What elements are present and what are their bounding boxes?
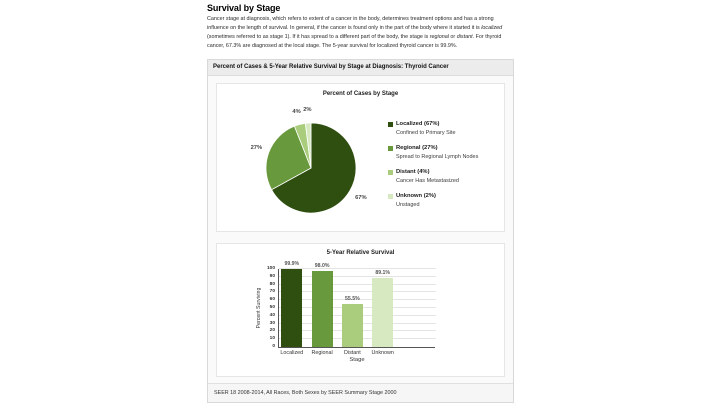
x-category-label: Regional bbox=[311, 350, 333, 356]
legend-label: Regional (27%) bbox=[396, 145, 438, 151]
intro-paragraph bbox=[207, 15, 514, 51]
legend-label: Localized (67%) bbox=[396, 121, 440, 127]
intro-text: . For thyroid cancer, 67.3% are diagnosed at the local stage. The 5-year survival for localized thyroid cancer is 99.9%. bbox=[207, 34, 502, 49]
legend-description: Spread to Regional Lymph Nodes bbox=[396, 154, 479, 160]
y-tick-label: 50 bbox=[269, 305, 275, 310]
y-tick-label: 20 bbox=[269, 328, 275, 334]
legend-label: Unknown (2%) bbox=[396, 193, 436, 199]
intro-text: Cancer stage at diagnosis, which refers to extent of a cancer in the body, determines treatment options and has a strong influence on the length of survival. In general, if the cancer is found only in the part of the body where it started it is bbox=[207, 16, 494, 31]
y-tick-label: 10 bbox=[269, 336, 275, 342]
gridline bbox=[279, 268, 436, 269]
page-title: Survival by Stage bbox=[207, 3, 281, 13]
bar-chart-card bbox=[216, 243, 505, 377]
intro-italic-term: localized bbox=[481, 25, 503, 31]
y-axis-title: Percent Surviving bbox=[256, 287, 262, 329]
bar-unknown bbox=[372, 278, 393, 348]
bar-distant bbox=[342, 304, 363, 347]
pie-chart-card bbox=[216, 83, 505, 232]
y-axis-line bbox=[278, 269, 279, 348]
pie-chart-title: Percent of Cases by Stage bbox=[322, 91, 399, 97]
pie-value-label-localized: 67% bbox=[355, 194, 367, 201]
intro-text: (sometimes referred to as stage 1). If it has spread to a different part of the body, the stage is bbox=[207, 34, 430, 40]
bar-value-label: 55.5% bbox=[345, 295, 360, 302]
bar-chart-title: 5-Year Relative Survival bbox=[326, 250, 395, 256]
panel-header: Percent of Cases & 5-Year Relative Survival by Stage at Diagnosis: Thyroid Cancer bbox=[208, 60, 513, 76]
y-tick-label: 90 bbox=[269, 273, 275, 279]
legend-swatch-icon bbox=[388, 194, 393, 199]
legend-swatch-icon bbox=[388, 170, 393, 175]
x-category-label: Distant bbox=[344, 350, 361, 356]
legend-swatch-icon bbox=[388, 146, 393, 151]
bar-value-label: 98.0% bbox=[314, 262, 330, 269]
pie-value-label-regional: 27% bbox=[250, 145, 263, 152]
x-category-label: Unknown bbox=[371, 350, 394, 356]
y-tick-label: 70 bbox=[269, 289, 275, 295]
legend-item bbox=[388, 120, 500, 137]
y-tick-label: 100 bbox=[266, 266, 275, 271]
bar-value-label: 89.1% bbox=[375, 269, 391, 276]
y-tick-label: 60 bbox=[269, 297, 275, 303]
legend-description: Cancer Has Metastasized bbox=[396, 178, 459, 184]
gridline bbox=[279, 284, 436, 285]
legend-description: Unstaged bbox=[396, 202, 420, 208]
gridline bbox=[279, 291, 436, 292]
intro-italic-term: distant bbox=[456, 34, 473, 40]
legend-item bbox=[388, 168, 500, 185]
bar-value-label: 99.9% bbox=[284, 261, 300, 268]
pie-value-label-unknown: 2% bbox=[303, 107, 312, 114]
intro-text: or bbox=[448, 34, 457, 40]
bar-localized bbox=[281, 269, 302, 347]
pie-legend bbox=[388, 120, 500, 216]
pie-value-label-distant: 4% bbox=[292, 108, 301, 115]
bar-plot-area bbox=[279, 261, 435, 347]
x-axis-title: Stage bbox=[349, 357, 365, 363]
pie-chart bbox=[265, 122, 357, 214]
intro-italic-term: regional bbox=[429, 34, 449, 40]
x-axis-line bbox=[278, 347, 435, 348]
y-tick-label: 0 bbox=[272, 344, 275, 349]
x-category-label: Localized bbox=[280, 350, 304, 356]
y-tick-label: 40 bbox=[269, 312, 275, 318]
gridline bbox=[279, 276, 436, 277]
bar-regional bbox=[312, 271, 333, 347]
y-tick-label: 30 bbox=[269, 320, 275, 326]
legend-label: Distant (4%) bbox=[396, 169, 430, 175]
legend-swatch-icon bbox=[388, 122, 393, 127]
legend-description: Confined to Primary Site bbox=[396, 130, 456, 136]
y-tick-label: 80 bbox=[269, 281, 275, 287]
stats-panel bbox=[207, 59, 514, 403]
legend-item bbox=[388, 192, 500, 209]
legend-item bbox=[388, 144, 500, 161]
panel-footer: SEER 18 2008-2014, All Races, Both Sexes by SEER Summary Stage 2000 bbox=[208, 383, 513, 402]
